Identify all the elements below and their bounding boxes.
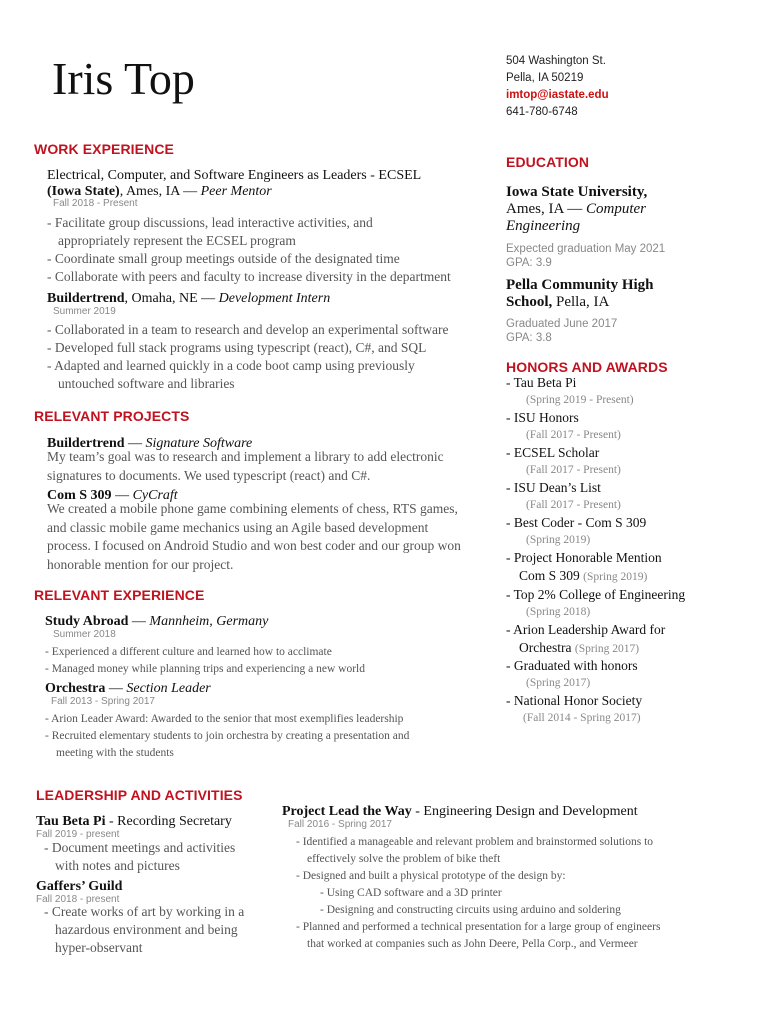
job-title-ecsel xyxy=(47,168,477,200)
activity-date: Fall 2018 - present xyxy=(36,894,120,905)
activity-date: Fall 2019 - present xyxy=(36,829,120,840)
honor-item xyxy=(506,586,685,621)
experience-bullets-study xyxy=(45,644,365,678)
section-heading-honors: HONORS AND AWARDS xyxy=(506,359,668,375)
bullet: - Facilitate group discussions, lead interactive activities, and xyxy=(47,215,373,230)
bullet: - Developed full stack programs using typescript (react), C#, and SQL xyxy=(47,340,427,355)
activity-name: Gaffers’ Guild xyxy=(36,879,123,894)
description-line: process. I focused on Android Studio and won best coder and our group won xyxy=(47,538,461,553)
project-description-signature xyxy=(47,448,444,485)
job-bullets-ecsel xyxy=(47,214,451,286)
job-role: Development Intern xyxy=(218,291,331,306)
gpa: GPA: 3.9 xyxy=(506,257,552,269)
bullet: - Planned and performed a technical presentation for a large group of engineers xyxy=(296,921,661,933)
graduation-date: Expected graduation May 2021 xyxy=(506,243,666,255)
job-role: Peer Mentor xyxy=(200,184,272,199)
gpa: GPA: 3.8 xyxy=(506,332,552,344)
project-role: CyCraft xyxy=(132,488,178,503)
job-date: Fall 2018 - Present xyxy=(53,198,138,209)
honor-title: - Tau Beta Pi xyxy=(506,375,577,390)
honor-title: - Arion Leadership Award for xyxy=(506,622,666,637)
description-line: My team’s goal was to research and implement a library to add electronic xyxy=(47,449,444,464)
honor-item xyxy=(506,374,634,409)
honor-date: (Fall 2017 - Present) xyxy=(526,498,621,511)
honor-title: - Project Honorable Mention xyxy=(506,550,662,565)
activity-bullets-pltw xyxy=(296,834,660,953)
honor-item xyxy=(506,514,646,549)
honor-title: - ISU Honors xyxy=(506,410,579,425)
sub-bullet: - Designing and constructing circuits using arduino and soldering xyxy=(320,904,621,916)
honor-date: (Fall 2017 - Present) xyxy=(526,463,621,476)
bullet: - Managed money while planning trips and experiencing a new world xyxy=(45,663,365,675)
honor-item xyxy=(506,549,662,586)
bullet-cont: that worked at companies such as John Deere, Pella Corp., and Vermeer xyxy=(307,938,638,950)
bullet-cont: effectively solve the problem of bike theft xyxy=(307,853,501,865)
honor-date: (Fall 2014 - Spring 2017) xyxy=(523,711,641,724)
activity-bullets-tbp xyxy=(44,839,235,875)
separator: — xyxy=(105,681,127,696)
section-heading-work: WORK EXPERIENCE xyxy=(34,141,174,157)
education-isu-meta xyxy=(506,242,665,270)
education-pella xyxy=(506,277,706,311)
school-name: Pella Community High xyxy=(506,277,654,293)
address-line-2: Pella, IA 50219 xyxy=(506,72,584,84)
education-pella-meta xyxy=(506,317,617,345)
honor-date: (Spring 2019) xyxy=(583,570,648,583)
honor-title: - ISU Dean’s List xyxy=(506,480,601,495)
experience-name: Orchestra xyxy=(45,681,106,696)
bullet: - Experienced a different culture and learned how to acclimate xyxy=(45,646,332,658)
project-role: Signature Software xyxy=(145,436,253,451)
experience-name: Study Abroad xyxy=(45,614,129,629)
email-link[interactable]: imtop@iastate.edu xyxy=(506,89,609,101)
honor-item xyxy=(506,657,638,692)
honor-title-cont: Com S 309 xyxy=(519,567,580,583)
section-heading-education: EDUCATION xyxy=(506,154,590,170)
experience-bullets-orchestra xyxy=(45,711,409,762)
job-title-buildertrend xyxy=(47,291,330,307)
honor-date: (Spring 2019 - Present) xyxy=(526,393,634,406)
major-cont: Engineering xyxy=(506,218,581,234)
bullet-cont: with notes and pictures xyxy=(55,858,180,873)
project-name: Buildertrend xyxy=(47,436,125,451)
school-location: Ames, IA — xyxy=(506,201,586,217)
description-line: and classic mobile game mechanics using an Agile based development xyxy=(47,519,429,535)
section-heading-leadership: LEADERSHIP AND ACTIVITIES xyxy=(36,787,243,803)
bullet: - Designed and built a physical prototype of the design by: xyxy=(296,870,566,882)
honor-title: - ECSEL Scholar xyxy=(506,445,600,460)
contact-block xyxy=(506,53,609,121)
honor-item xyxy=(506,479,621,514)
honor-date: (Fall 2017 - Present) xyxy=(526,428,621,441)
bullet: - Arion Leader Award: Awarded to the senior that most exemplifies leadership xyxy=(45,713,404,725)
address-line-1: 504 Washington St. xyxy=(506,55,606,67)
honor-title-cont: Orchestra xyxy=(519,639,572,655)
honor-item xyxy=(506,692,642,727)
honor-item xyxy=(506,621,665,658)
section-heading-relevant: RELEVANT EXPERIENCE xyxy=(34,587,205,603)
separator: — xyxy=(124,436,146,451)
bullet-cont: appropriately represent the ECSEL program xyxy=(58,233,296,248)
experience-title-orchestra xyxy=(45,681,211,697)
org-location: , Ames, IA — xyxy=(119,184,201,199)
description-line: We created a mobile phone game combining elements of chess, RTS games, xyxy=(47,501,458,516)
bullet: - Document meetings and activities xyxy=(44,840,236,855)
honor-date: (Spring 2017) xyxy=(526,676,591,689)
activity-name: Project Lead the Way xyxy=(282,804,412,819)
bullet: - Adapted and learned quickly in a code boot camp using previously xyxy=(47,358,415,373)
experience-date: Summer 2018 xyxy=(53,629,116,640)
honor-title: - Best Coder - Com S 309 xyxy=(506,515,647,530)
honor-title: - Graduated with honors xyxy=(506,658,638,673)
experience-date: Fall 2013 - Spring 2017 xyxy=(51,696,155,707)
project-description-cycraft xyxy=(47,500,461,574)
bullet: - Create works of art by working in a xyxy=(44,904,245,919)
bullet: - Identified a manageable and relevant problem and brainstormed solutions to xyxy=(296,836,654,848)
activity-title-tbp xyxy=(36,814,232,830)
activity-title-pltw xyxy=(282,804,638,820)
activity-role: - Recording Secretary xyxy=(105,814,232,829)
org-name: Electrical, Computer, and Software Engineers as Leaders xyxy=(47,168,367,183)
honor-title: - Top 2% College of Engineering xyxy=(506,587,686,602)
bullet-cont: untouched software and libraries xyxy=(58,376,235,391)
org-name-cont: (Iowa State) xyxy=(47,184,120,199)
activity-title-gaffers xyxy=(36,879,122,895)
bullet-cont: hyper-observant xyxy=(55,940,143,955)
activity-name: Tau Beta Pi xyxy=(36,814,106,829)
org-location: , Omaha, NE — xyxy=(124,291,219,306)
education-isu xyxy=(506,184,706,235)
major: Computer xyxy=(586,201,646,217)
activity-bullets-gaffers xyxy=(44,903,244,957)
honor-item xyxy=(506,444,621,479)
project-name: Com S 309 xyxy=(47,488,112,503)
job-bullets-buildertrend xyxy=(47,321,448,393)
experience-title-study xyxy=(45,614,268,630)
job-date: Summer 2019 xyxy=(53,306,116,317)
activity-date: Fall 2016 - Spring 2017 xyxy=(288,819,392,830)
section-heading-projects: RELEVANT PROJECTS xyxy=(34,408,190,424)
sub-bullet: - Using CAD software and a 3D printer xyxy=(320,887,502,899)
description-line: honorable mention for our project. xyxy=(47,556,234,572)
experience-role: Section Leader xyxy=(126,681,211,696)
bullet: - Collaborate with peers and faculty to increase diversity in the department xyxy=(47,269,451,284)
bullet-cont: hazardous environment and being xyxy=(55,922,238,937)
experience-location: Mannheim, Germany xyxy=(149,614,269,629)
honor-item xyxy=(506,409,621,444)
resume-name: Iris Top xyxy=(52,53,195,104)
school-name: Iowa State University, xyxy=(506,184,648,200)
separator: — xyxy=(128,614,150,629)
description-line: signatures to documents. We used typescript (react) and C#. xyxy=(47,467,371,483)
bullet: - Collaborated in a team to research and develop an experimental software xyxy=(47,322,449,337)
activity-role: - Engineering Design and Development xyxy=(411,804,638,819)
org-abbrev: - ECSEL xyxy=(366,168,422,183)
bullet-cont: meeting with the students xyxy=(56,747,174,759)
bullet: - Recruited elementary students to join orchestra by creating a presentation and xyxy=(45,730,410,742)
org-name: Buildertrend xyxy=(47,291,125,306)
honor-date: (Spring 2017) xyxy=(574,642,640,655)
graduation-date: Graduated June 2017 xyxy=(506,318,618,330)
honor-title: - National Honor Society xyxy=(506,693,643,708)
school-name-cont: School, xyxy=(506,294,553,310)
phone-number: 641-780-6748 xyxy=(506,106,578,118)
separator: — xyxy=(111,488,133,503)
honor-date: (Spring 2019) xyxy=(526,533,591,546)
honor-date: (Spring 2018) xyxy=(526,605,591,618)
school-location: Pella, IA xyxy=(552,294,610,310)
bullet: - Coordinate small group meetings outside of the designated time xyxy=(47,251,400,266)
